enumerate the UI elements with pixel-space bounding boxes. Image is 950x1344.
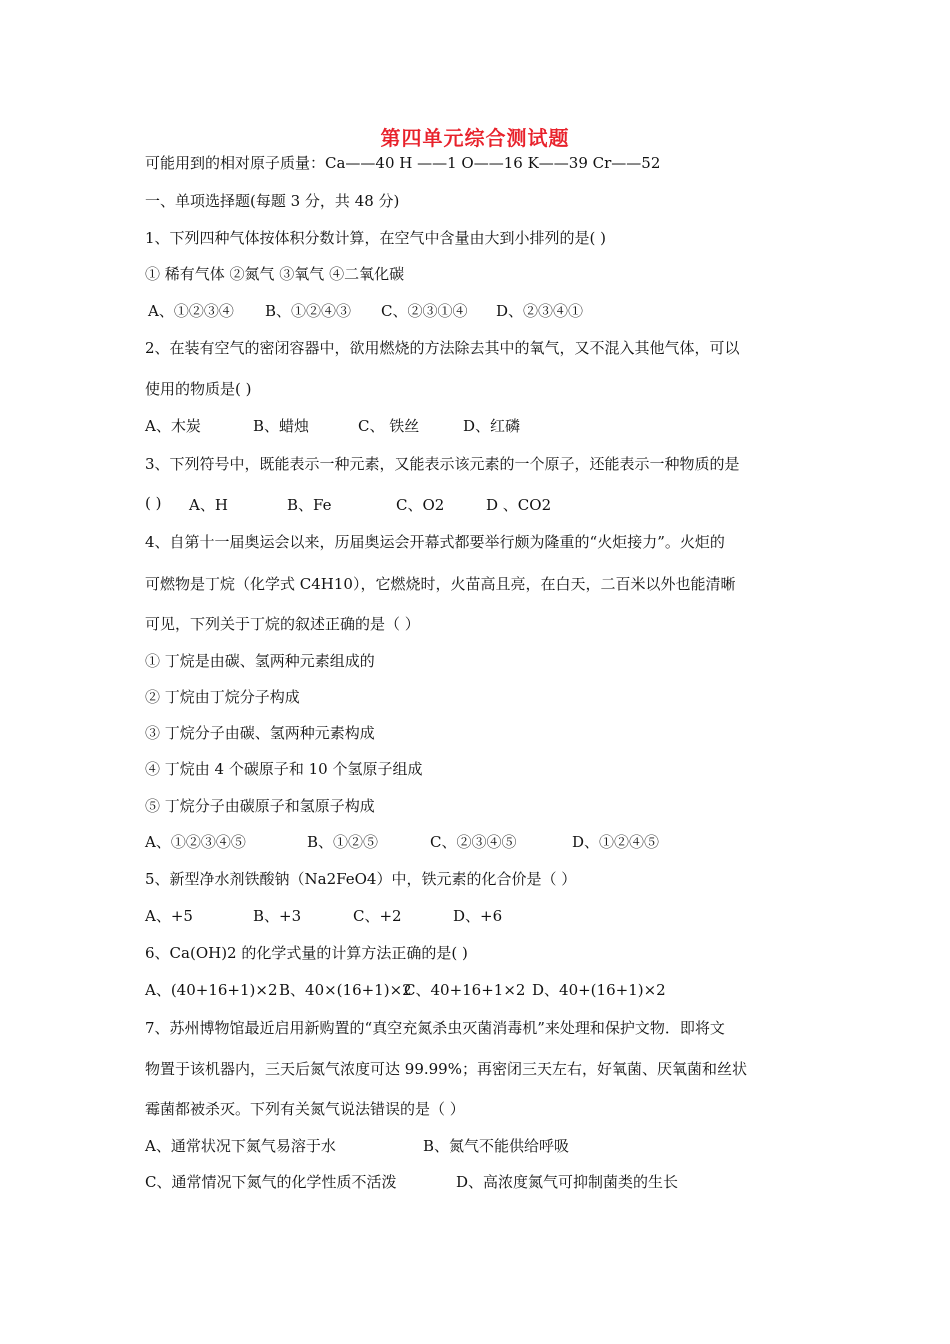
question-4-item-3: ③ 丁烷分子由碳、氢两种元素构成 [145,724,375,742]
option-b: B、氮气不能供给呼吸 [423,1137,570,1155]
question-4-item-4: ④ 丁烷由 4 个碳原子和 10 个氢原子组成 [145,760,423,778]
question-4-stem-line-3: 可见，下列关于丁烷的叙述正确的是（ ） [145,615,420,633]
option-b: B、蜡烛 [253,417,310,435]
option-c: C、②③①④ [381,302,468,320]
question-4-item-5: ⑤ 丁烷分子由碳原子和氢原子构成 [145,797,375,815]
option-d: D、红磷 [463,417,521,435]
section-heading: 一、单项选择题(每题 3 分，共 48 分) [145,192,400,210]
option-a: A、通常状况下氮气易溶于水 [145,1137,336,1155]
question-7-stem-line-2: 物置于该机器内，三天后氮气浓度可达 99.99%；再密闭三天左右，好氧菌、厌氧菌和丝状 [145,1060,747,1078]
question-3-stem: 3、下列符号中，既能表示一种元素，又能表示该元素的一个原子，还能表示一种物质的是 [145,455,740,473]
option-c: C、通常情况下氮气的化学性质不活泼 [145,1173,397,1191]
question-2-stem-line-1: 2、在装有空气的密闭容器中，欲用燃烧的方法除去其中的氧气，又不混入其他气体，可以 [145,339,740,357]
option-c: C、②③④⑤ [430,833,517,851]
question-7-stem-line-3: 霉菌都被杀灭。下列有关氮气说法错误的是（ ） [145,1100,465,1118]
question-4-stem-line-2: 可燃物是丁烷（化学式 C4H10），它燃烧时，火苗高且亮，在白天，二百米以外也能清晰 [145,575,736,593]
option-d: D、40+(16+1)×2 [532,981,666,999]
atomic-masses-note: 可能用到的相对原子质量：Ca——40 H ——1 O——16 K——39 Cr——52 [145,154,661,172]
question-4-stem-line-1: 4、自第十一届奥运会以来，历届奥运会开幕式都要举行颇为隆重的“火炬接力”。火炬的 [145,533,725,551]
option-d: D 、CO2 [486,496,552,514]
option-a: A、(40+16+1)×2 [145,981,278,999]
option-b: B、①②④③ [265,302,352,320]
question-7-stem-line-1: 7、苏州博物馆最近启用新购置的“真空充氮杀虫灭菌消毒机”来处理和保护文物．即将文 [145,1019,725,1037]
option-b: B、①②⑤ [307,833,379,851]
question-3-paren: ( ) [145,494,162,512]
option-b: B、Fe [287,496,332,514]
option-a: A、①②③④ [148,302,234,320]
option-c: C、40+16+1×2 [404,981,526,999]
option-b: B、40×(16+1)×2 [279,981,412,999]
question-2-stem-line-2: 使用的物质是( ) [145,380,252,398]
question-4-item-2: ② 丁烷由丁烷分子构成 [145,688,300,706]
option-d: D、高浓度氮气可抑制菌类的生长 [456,1173,679,1191]
option-a: A、H [189,496,228,514]
option-c: C、 铁丝 [358,417,420,435]
page-title: 第四单元综合测试题 [380,126,570,150]
option-a: A、木炭 [145,417,201,435]
option-d: D、②③④① [496,302,584,320]
question-1-stem: 1、下列四种气体按体积分数计算，在空气中含量由大到小排列的是( ) [145,229,607,247]
option-c: C、+2 [353,907,402,925]
option-a: A、+5 [145,907,193,925]
question-5-stem: 5、新型净水剂铁酸钠（Na2FeO4）中，铁元素的化合价是（ ） [145,870,577,888]
question-4-item-1: ① 丁烷是由碳、氢两种元素组成的 [145,652,375,670]
option-a: A、①②③④⑤ [145,833,246,851]
question-1-items: ① 稀有气体 ②氮气 ③氧气 ④二氧化碳 [145,265,405,283]
option-c: C、O2 [396,496,445,514]
option-d: D、①②④⑤ [572,833,660,851]
option-b: B、+3 [253,907,302,925]
question-6-stem: 6、Ca(OH)2 的化学式量的计算方法正确的是( ) [145,944,468,962]
option-d: D、+6 [453,907,503,925]
